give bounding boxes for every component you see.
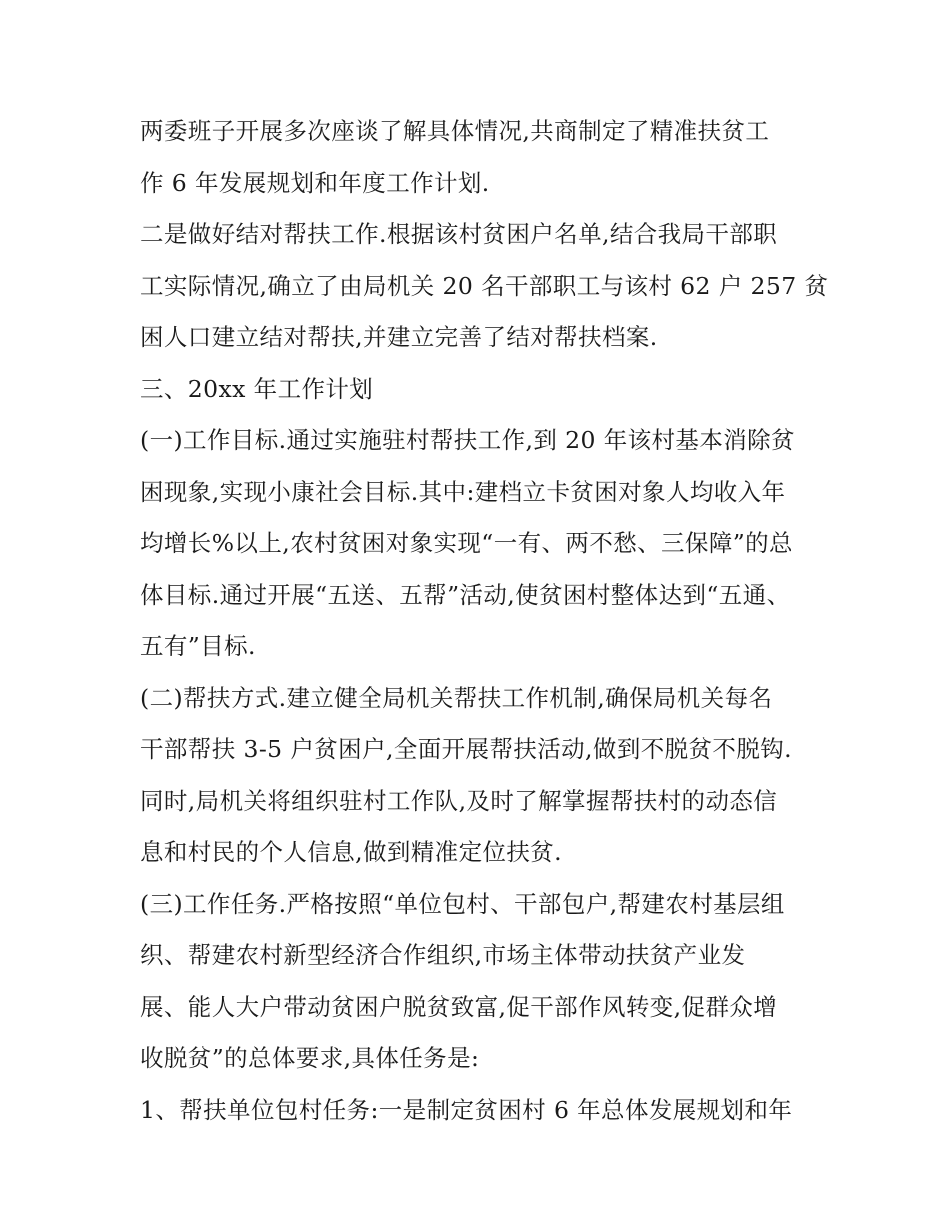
text-line: 作 6 年发展规划和年度工作计划. (140, 168, 490, 197)
text-line: 同时,局机关将组织驻村工作队,及时了解掌握帮扶村的动态信 (140, 786, 778, 815)
text-line: 工实际情况,确立了由局机关 20 名干部职工与该村 62 户 257 贫 (140, 271, 829, 300)
text-line: 二是做好结对帮扶工作.根据该村贫困户名单,结合我局干部职 (140, 220, 778, 248)
text-line: 1、帮扶单位包村任务:一是制定贫困村 6 年总体发展规划和年 (140, 1095, 793, 1124)
text-line: 收脱贫”的总体要求,具体任务是: (140, 1044, 480, 1072)
text-line: 两委班子开展多次座谈了解具体情况,共商制定了精准扶贫工 (140, 117, 770, 145)
text-line: 息和村民的个人信息,做到精准定位扶贫. (140, 838, 563, 866)
text-line: 均增长%以上,农村贫困对象实现“一有、两不愁、三保障”的总 (140, 529, 793, 557)
text-line: 体目标.通过开展“五送、五帮”活动,使贫困村整体达到“五通、 (140, 580, 791, 609)
text-line: (二)帮扶方式.建立健全局机关帮扶工作机制,确保局机关每名 (140, 683, 773, 712)
text-line: (三)工作任务.严格按照“单位包村、干部包户,帮建农村基层组 (140, 889, 785, 918)
text-line: 困人口建立结对帮扶,并建立完善了结对帮扶档案. (140, 323, 658, 351)
text-line: 织、帮建农村新型经济合作组织,市场主体带动扶贫产业发 (140, 941, 746, 969)
text-line: 干部帮扶 3-5 户贫困户,全面开展帮扶活动,做到不脱贫不脱钩. (140, 735, 792, 763)
text-line: 困现象,实现小康社会目标.其中:建档立卡贫困对象人均收入年 (140, 477, 786, 506)
text-line: (一)工作目标.通过实施驻村帮扶工作,到 20 年该村基本消除贫 (140, 426, 795, 454)
section-heading: 三、20xx 年工作计划 (140, 374, 374, 403)
text-line: 展、能人大户带动贫困户脱贫致富,促干部作风转变,促群众增 (140, 992, 778, 1021)
document-body (140, 106, 829, 1136)
text-line: 五有”目标. (140, 632, 256, 660)
